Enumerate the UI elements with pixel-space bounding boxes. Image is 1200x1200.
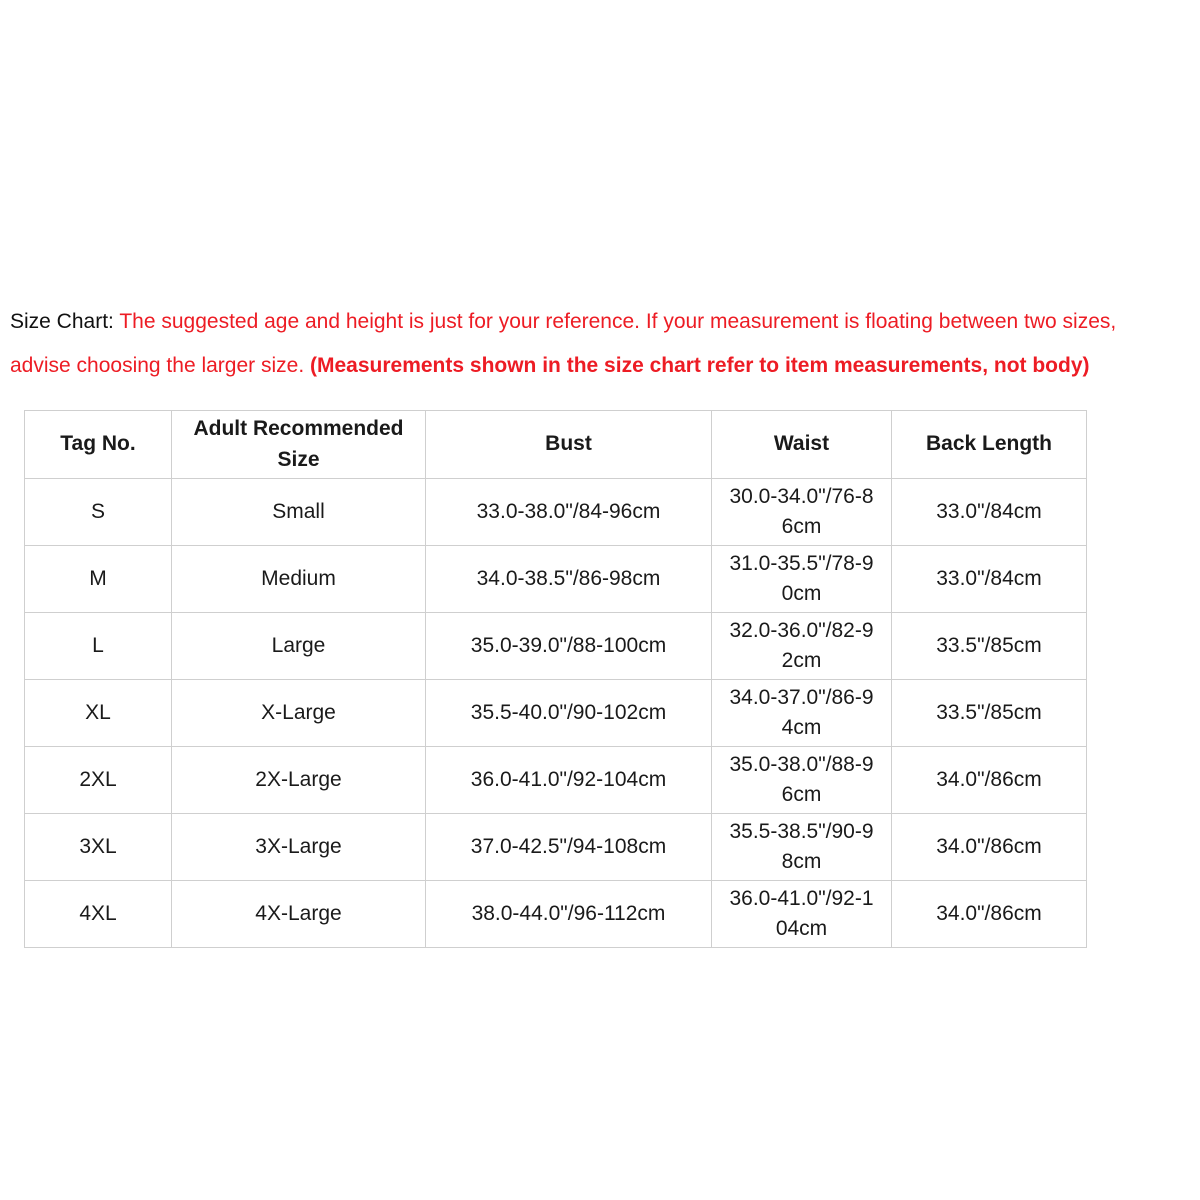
back-length-cell: 34.0"/86cm	[892, 747, 1087, 814]
bust-cell: 33.0-38.0"/84-96cm	[426, 479, 712, 546]
waist-cell: 35.5-38.5"/90-98cm	[712, 814, 892, 881]
tag-cell: 2XL	[25, 747, 172, 814]
back-length-cell: 33.5"/85cm	[892, 613, 1087, 680]
waist-cell: 36.0-41.0"/92-104cm	[712, 881, 892, 948]
tag-cell: L	[25, 613, 172, 680]
size-cell: 2X-Large	[172, 747, 426, 814]
waist-cell: 30.0-34.0"/76-86cm	[712, 479, 892, 546]
waist-cell: 34.0-37.0"/86-94cm	[712, 680, 892, 747]
back-length-cell: 34.0"/86cm	[892, 814, 1087, 881]
size-cell: Large	[172, 613, 426, 680]
tag-cell: 4XL	[25, 881, 172, 948]
tag-cell: XL	[25, 680, 172, 747]
table-row	[25, 546, 1087, 613]
col-header-tag-no: Tag No.	[25, 411, 172, 479]
table-row	[25, 680, 1087, 747]
note-line-1	[10, 308, 1190, 336]
table-row	[25, 747, 1087, 814]
size-cell: X-Large	[172, 680, 426, 747]
note-prefix: Size Chart:	[10, 310, 114, 333]
col-header-back-length: Back Length	[892, 411, 1087, 479]
size-cell: Medium	[172, 546, 426, 613]
size-cell: 4X-Large	[172, 881, 426, 948]
table-row	[25, 479, 1087, 546]
bust-cell: 36.0-41.0"/92-104cm	[426, 747, 712, 814]
table-row	[25, 613, 1087, 680]
table-row	[25, 814, 1087, 881]
table-header-row	[25, 411, 1087, 479]
waist-cell: 35.0-38.0"/88-96cm	[712, 747, 892, 814]
tag-cell: 3XL	[25, 814, 172, 881]
back-length-cell: 33.0"/84cm	[892, 479, 1087, 546]
waist-cell: 31.0-35.5"/78-90cm	[712, 546, 892, 613]
bust-cell: 34.0-38.5"/86-98cm	[426, 546, 712, 613]
size-cell: 3X-Large	[172, 814, 426, 881]
back-length-cell: 34.0"/86cm	[892, 881, 1087, 948]
waist-cell: 32.0-36.0"/82-92cm	[712, 613, 892, 680]
size-chart-table	[24, 410, 1087, 948]
col-header-waist: Waist	[712, 411, 892, 479]
bust-cell: 37.0-42.5"/94-108cm	[426, 814, 712, 881]
bust-cell: 35.5-40.0"/90-102cm	[426, 680, 712, 747]
bust-cell: 38.0-44.0"/96-112cm	[426, 881, 712, 948]
table-row	[25, 881, 1087, 948]
col-header-size: Adult Recommended Size	[172, 411, 426, 479]
size-cell: Small	[172, 479, 426, 546]
note-line2-text: advise choosing the larger size.	[10, 354, 310, 377]
back-length-cell: 33.5"/85cm	[892, 680, 1087, 747]
size-chart-note	[10, 308, 1190, 380]
bust-cell: 35.0-39.0"/88-100cm	[426, 613, 712, 680]
col-header-bust: Bust	[426, 411, 712, 479]
note-line1-text: The suggested age and height is just for your reference. If your measurement is floating between two sizes,	[113, 310, 1117, 333]
tag-cell: M	[25, 546, 172, 613]
back-length-cell: 33.0"/84cm	[892, 546, 1087, 613]
tag-cell: S	[25, 479, 172, 546]
note-line2-bold-text: (Measurements shown in the size chart refer to item measurements, not body)	[310, 354, 1090, 377]
note-line-2	[10, 352, 1190, 380]
